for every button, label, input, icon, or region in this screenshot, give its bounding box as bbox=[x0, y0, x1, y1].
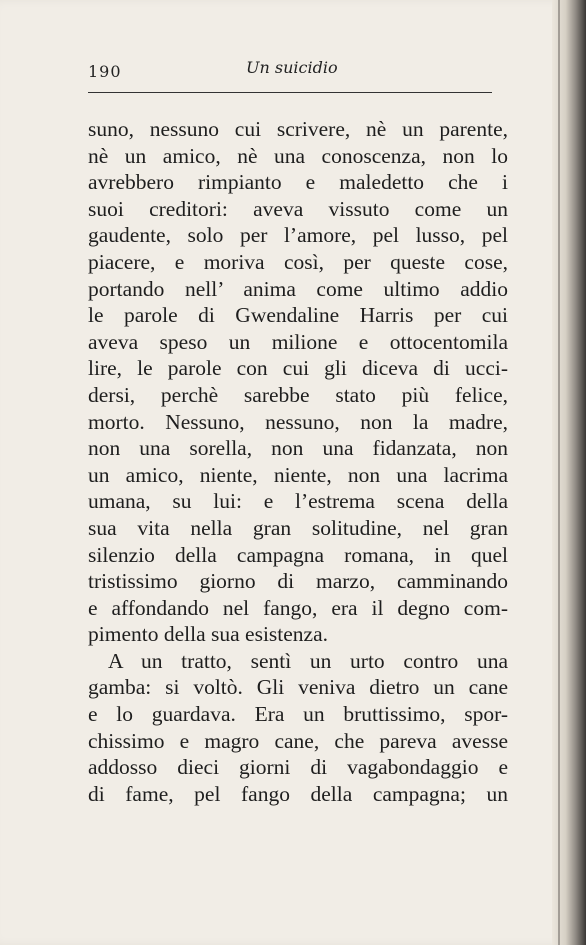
text-line: avrebbero rimpianto e maledetto che i bbox=[88, 170, 508, 195]
text-line: silenzio della campagna romana, in quel bbox=[88, 542, 508, 567]
text-line: sua vita nella gran solitudine, nel gran bbox=[88, 515, 508, 540]
text-line: morto. Nessuno, nessuno, non la madre, bbox=[88, 409, 508, 434]
text-line: piacere, e moriva così, per queste cose, bbox=[88, 249, 508, 274]
text-line: e affondando nel fango, era il degno com- bbox=[88, 595, 508, 620]
text-line: aveva speso un milione e ottocentomila bbox=[88, 329, 508, 354]
text-line: tristissimo giorno di marzo, camminando bbox=[88, 569, 508, 594]
text-line: e lo guardava. Era un bruttissimo, spor- bbox=[88, 702, 508, 727]
text-line: addosso dieci giorni di vagabondaggio e bbox=[88, 755, 508, 780]
text-line: di fame, pel fango della campagna; un bbox=[88, 781, 508, 806]
page-binding-line bbox=[558, 0, 560, 945]
text-line: dersi, perchè sarebbe stato più felice, bbox=[88, 382, 508, 407]
text-line: A un tratto, sentì un urto contro una bbox=[108, 648, 508, 673]
text-line: suno, nessuno cui scrivere, nè un parente, bbox=[88, 117, 508, 141]
text-line: chissimo e magro cane, che pareva avesse bbox=[88, 728, 508, 753]
text-line: gamba: si voltò. Gli veniva dietro un cane bbox=[88, 675, 508, 700]
running-title: Un suicidio bbox=[246, 58, 338, 77]
text-line: nè un amico, nè una conoscenza, non lo bbox=[88, 143, 508, 168]
text-line: pimento della sua esistenza. bbox=[88, 622, 329, 647]
text-line: lire, le parole con cui gli diceva di ucci- bbox=[88, 356, 508, 381]
header-rule bbox=[88, 92, 492, 93]
text-line: le parole di Gwendaline Harris per cui bbox=[88, 303, 508, 328]
body-text bbox=[88, 116, 508, 807]
page-number: 190 bbox=[88, 62, 122, 81]
text-line: suoi creditori: aveva vissuto come un bbox=[88, 196, 508, 221]
text-line: non una sorella, non una fidanzata, non bbox=[88, 436, 508, 461]
text-line: umana, su lui: e l’estrema scena della bbox=[88, 489, 508, 514]
page-header bbox=[88, 56, 492, 82]
text-line: gaudente, solo per l’amore, pel lusso, pel bbox=[88, 223, 508, 248]
text-line: un amico, niente, niente, non una lacrima bbox=[88, 462, 508, 487]
text-line: portando nell’ anima come ultimo addio bbox=[88, 276, 508, 301]
